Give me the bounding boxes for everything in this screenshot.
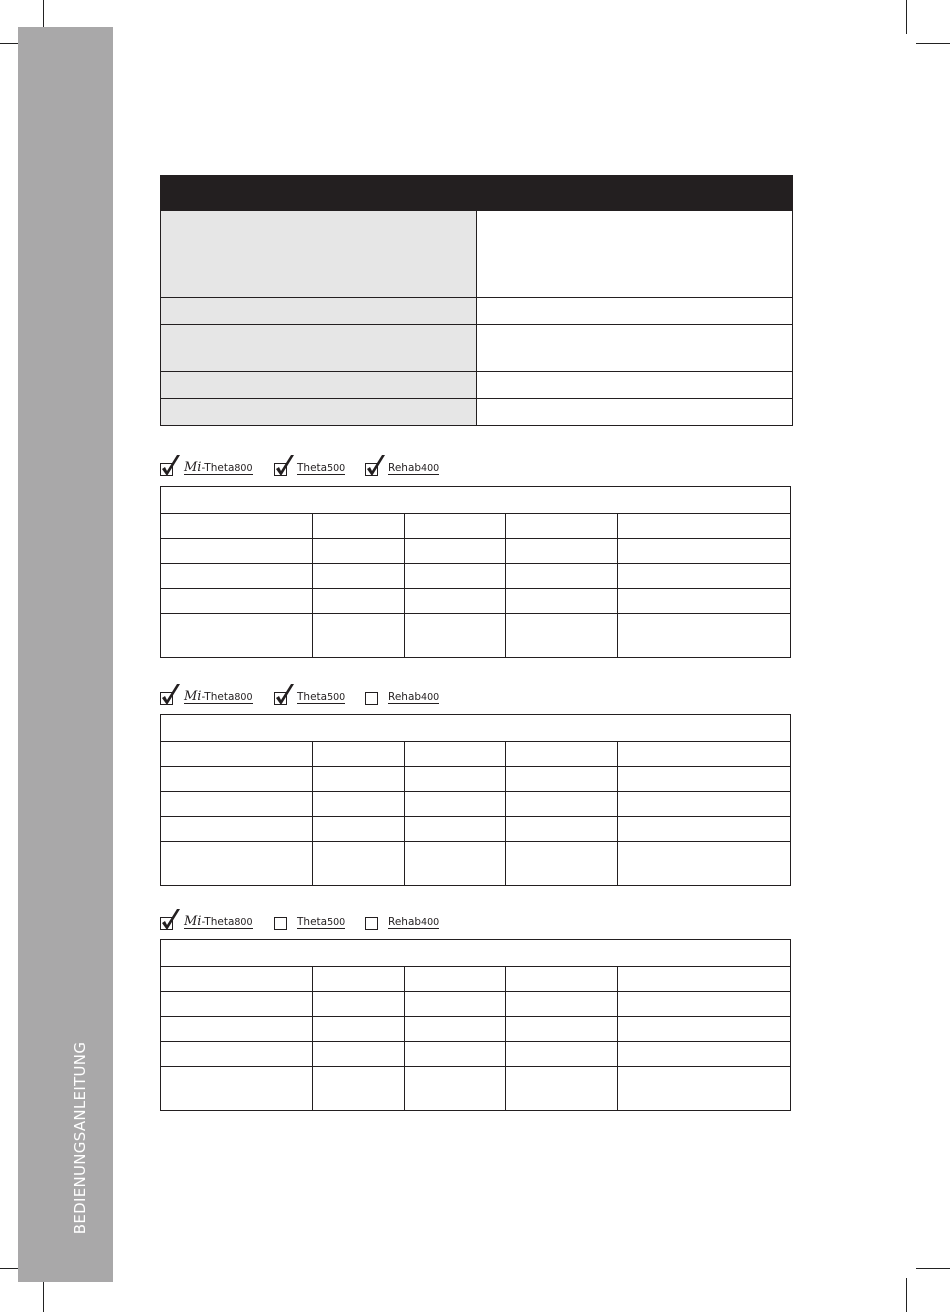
model-name-label: Mi-Theta800 xyxy=(184,689,253,704)
model-option-3[interactable] xyxy=(365,683,475,705)
table-row xyxy=(161,1042,791,1067)
spec-row xyxy=(161,372,793,399)
table-row xyxy=(161,589,791,614)
checkmark-icon xyxy=(274,683,296,707)
checkbox[interactable] xyxy=(365,692,378,705)
crop-mark xyxy=(916,1268,950,1269)
spec-row xyxy=(161,325,793,372)
crop-mark xyxy=(906,0,907,34)
model-option-1[interactable] xyxy=(160,683,270,705)
model-option-3[interactable] xyxy=(365,908,475,930)
crop-mark xyxy=(906,1278,907,1312)
side-band xyxy=(18,27,113,1282)
spec-row xyxy=(161,399,793,426)
checkmark-icon xyxy=(160,908,182,932)
model-name-label: Theta500 xyxy=(297,916,346,928)
table-title-row xyxy=(161,940,791,967)
table-row xyxy=(161,742,791,767)
table-row xyxy=(161,514,791,539)
model-name-label: Theta500 xyxy=(297,691,346,703)
checkmark-icon xyxy=(365,454,387,478)
table-row xyxy=(161,1017,791,1042)
model-name-label: Rehab400 xyxy=(388,916,440,928)
crop-mark xyxy=(43,1278,44,1312)
table-title-row xyxy=(161,487,791,514)
program-table xyxy=(160,939,791,1111)
model-name-label: Theta500 xyxy=(297,462,346,474)
table-row xyxy=(161,614,791,658)
manual-side-label: BEDIENUNGSANLEITUNG xyxy=(71,1041,89,1235)
spec-row xyxy=(161,211,793,298)
table-row xyxy=(161,842,791,886)
table-row xyxy=(161,792,791,817)
model-option-1[interactable] xyxy=(160,454,270,476)
checkmark-icon xyxy=(160,683,182,707)
table-row xyxy=(161,564,791,589)
model-name-label: Mi-Theta800 xyxy=(184,914,253,929)
table-title-row xyxy=(161,715,791,742)
model-name-label: Rehab400 xyxy=(388,462,440,474)
model-option-1[interactable] xyxy=(160,908,270,930)
spec-info-table xyxy=(160,175,793,426)
crop-mark xyxy=(916,43,950,44)
table-row xyxy=(161,992,791,1017)
spec-row xyxy=(161,298,793,325)
model-option-3[interactable] xyxy=(365,454,475,476)
table-row xyxy=(161,967,791,992)
checkbox[interactable] xyxy=(365,917,378,930)
checkmark-icon xyxy=(160,454,182,478)
checkmark-icon xyxy=(274,454,296,478)
checkbox[interactable] xyxy=(274,917,287,930)
model-name-label: Mi-Theta800 xyxy=(184,460,253,475)
program-table xyxy=(160,714,791,886)
table-row xyxy=(161,767,791,792)
table-row xyxy=(161,1067,791,1111)
table-row xyxy=(161,539,791,564)
model-name-label: Rehab400 xyxy=(388,691,440,703)
program-table xyxy=(160,486,791,658)
table-row xyxy=(161,817,791,842)
spec-table-header xyxy=(161,176,793,211)
